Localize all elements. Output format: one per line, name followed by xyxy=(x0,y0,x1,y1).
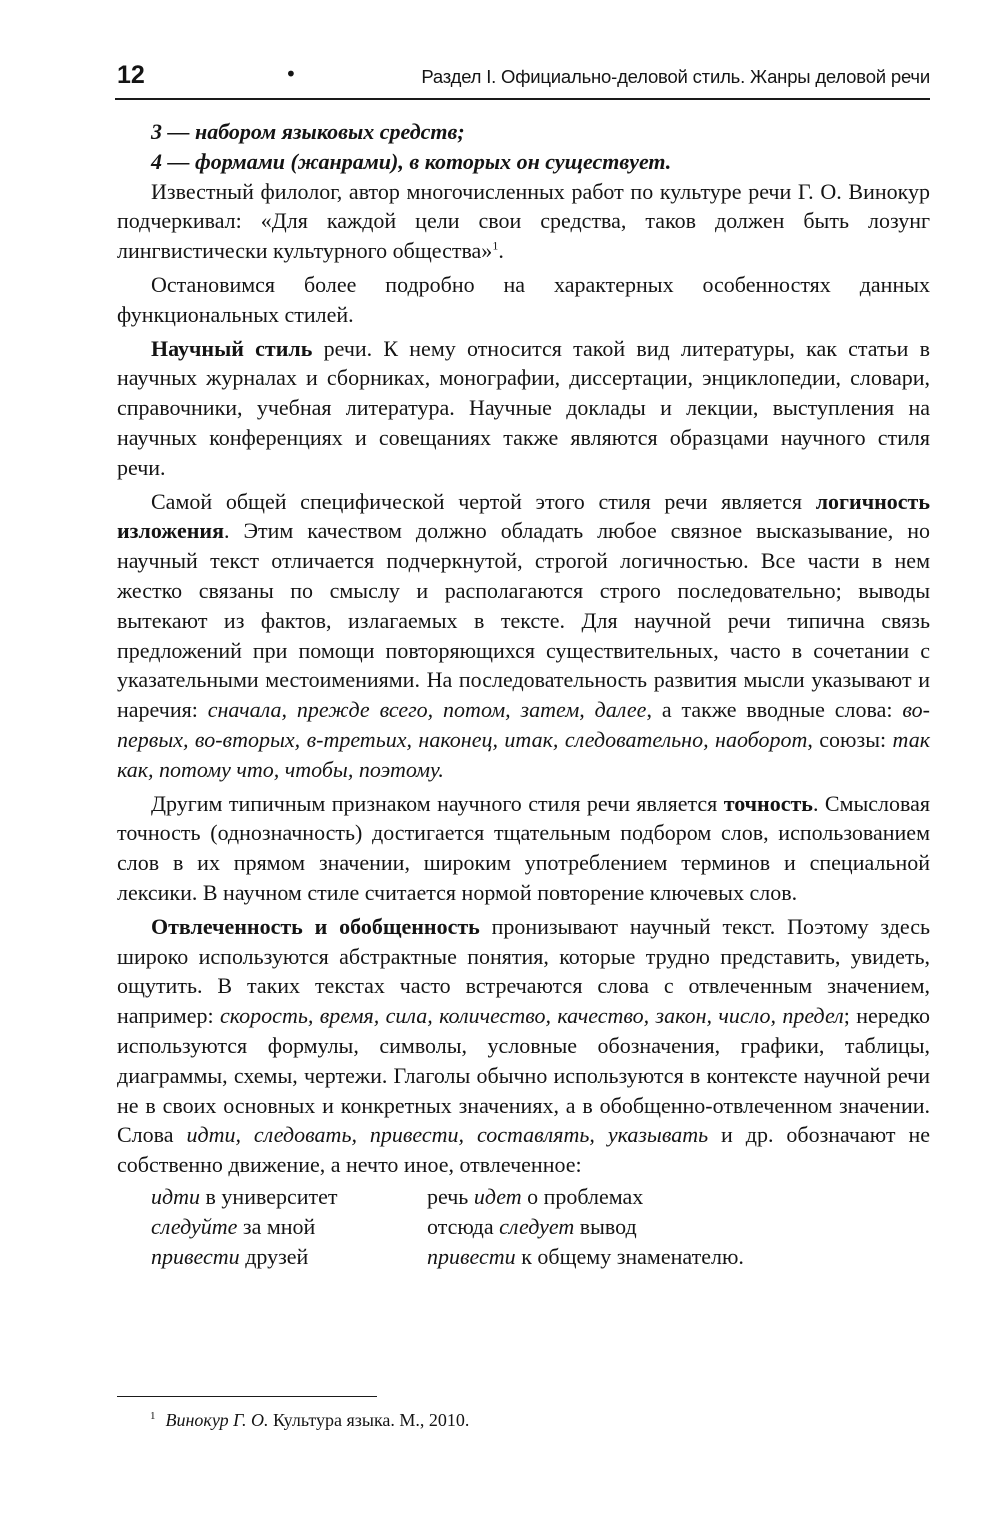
paragraph-precision xyxy=(117,789,930,908)
example-verb: следуйте xyxy=(151,1213,238,1239)
example-left xyxy=(151,1212,427,1242)
footnote-reference[interactable]: 1 xyxy=(492,238,499,253)
term-bold: Научный стиль xyxy=(151,335,313,361)
footnote-number: 1 xyxy=(150,1410,156,1422)
example-verb: следует xyxy=(499,1213,575,1239)
example-right xyxy=(427,1242,930,1272)
list-item-4: 4 — формами (жанрами), в которых он существует. xyxy=(151,148,672,174)
example-left xyxy=(151,1182,427,1212)
example-text: о проблемах xyxy=(521,1183,644,1209)
example-text: речь xyxy=(427,1183,474,1209)
paragraph-intro: Остановимся более подробно на характерных особенностях данных функциональных стилей. xyxy=(117,271,930,327)
example-verb: привести xyxy=(427,1243,516,1269)
header-bullet: • xyxy=(285,62,297,86)
footnote-text: Культура языка. М., 2010. xyxy=(268,1410,470,1430)
paragraph-text: Самой общей специфической чертой этого стиля речи является xyxy=(151,488,816,514)
example-text: друзей xyxy=(239,1243,309,1269)
term-bold: Отвлеченность и обобщенность xyxy=(151,913,480,939)
example-words: идти, следовать, привести, составлять, указывать xyxy=(186,1122,709,1148)
paragraph-text: Другим типичным признаком научного стиля речи является xyxy=(151,790,724,816)
paragraph-vinokur xyxy=(117,177,930,266)
example-text: к общему знаменателю. xyxy=(515,1243,744,1269)
page-number: 12 xyxy=(117,61,145,89)
example-words: во-первых, во-вторых, в-третьих, наконец, итак, следовательно, наоборот xyxy=(117,697,930,752)
paragraph-text: речи. К нему относится такой вид литературы, как статьи в научных журналах и сборниках, монографии, диссертации, энциклопедии, словари, справочники, учебная литература. Научные доклады и лекции, выступления на научных конференциях и совещаниях также являются образцами научного стиля речи. xyxy=(117,335,930,480)
paragraph-end: . xyxy=(498,238,504,264)
footnote-author: Винокур Г. О. xyxy=(165,1410,269,1430)
example-words: сначала, прежде всего, потом, затем, далее xyxy=(207,697,647,723)
footnote-divider xyxy=(117,1396,377,1397)
footnote xyxy=(150,1410,469,1431)
example-text: в университет xyxy=(200,1183,338,1209)
running-title: Раздел I. Официально-деловой стиль. Жанры деловой речи xyxy=(421,66,930,87)
example-right xyxy=(427,1182,930,1212)
example-text: за мной xyxy=(237,1213,316,1239)
example-verb: привести xyxy=(151,1243,240,1269)
example-words: так как, потому что, чтобы, поэтому. xyxy=(117,726,930,782)
example-left xyxy=(151,1242,427,1272)
examples-table xyxy=(151,1182,930,1272)
example-words: скорость, время, сила, количество, качество, закон, число, предел xyxy=(219,1003,844,1029)
term-bold: логичность изложения xyxy=(117,488,930,544)
paragraph-text: . Смысловая точность (однозначность) достигается тщательным подбором слов, использованием слов в их прямом значении, широким употреблением терминов и специальной лексики. В научном стиле считается нормой повторение ключевых слов. xyxy=(117,790,930,905)
paragraph-text: , союзы: xyxy=(807,726,893,752)
paragraph-text: ; нередко используются формулы, символы, условные обозначения, графики, таблицы, диаграммы, схемы, чертежи. Глаголы обычно используются в контексте научной речи не в своих основных и конкретных значениях, а в обобщенно-отвлеченном значении. Слова xyxy=(117,1003,931,1148)
paragraph-text: и др. обозначают не собственно движение, а нечто иное, отвлеченное: xyxy=(117,1122,930,1178)
example-text: отсюда xyxy=(427,1213,500,1239)
paragraph-text: . Этим качеством должно обладать любое связное высказывание, но научный текст отличается подчеркнутой, строгой логичностью. Все части в нем жестко связаны по смыслу и располагаются строго последовательно; выводы вытекают из фактов, излагаемых в тексте. Для научной речи типична связь предложений при помощи повторяющихся существительных, часто в сочетании с указательными местоимениями. На последовательность развития мысли указывают и наречия: xyxy=(117,518,930,723)
term-bold: точность xyxy=(723,790,813,816)
example-verb: идти xyxy=(151,1183,201,1209)
example-text: вывод xyxy=(574,1213,637,1239)
paragraph-logic xyxy=(117,487,930,785)
paragraph-text: Известный филолог, автор многочисленных работ по культуре речи Г. О. Винокур подчеркивал: «Для каждой цели свои средства, таков должен быть лозунг лингвистически культурного общества» xyxy=(117,178,930,264)
paragraph-text: пронизывают научный текст. Поэтому здесь широко используются абстрактные понятия, которые трудно представить, увидеть, ощутить. В таких текстах часто встречаются слова с отвлеченным значением, например: xyxy=(117,913,931,1029)
paragraph-text: , а также вводные слова: xyxy=(646,697,903,723)
example-right xyxy=(427,1212,930,1242)
paragraph-abstraction xyxy=(117,912,930,1180)
paragraph-scientific-style xyxy=(117,334,930,483)
page-header xyxy=(115,58,930,100)
example-verb: идет xyxy=(473,1183,522,1209)
list-item-3: 3 — набором языковых средств; xyxy=(151,119,465,144)
page-body xyxy=(117,117,930,1272)
